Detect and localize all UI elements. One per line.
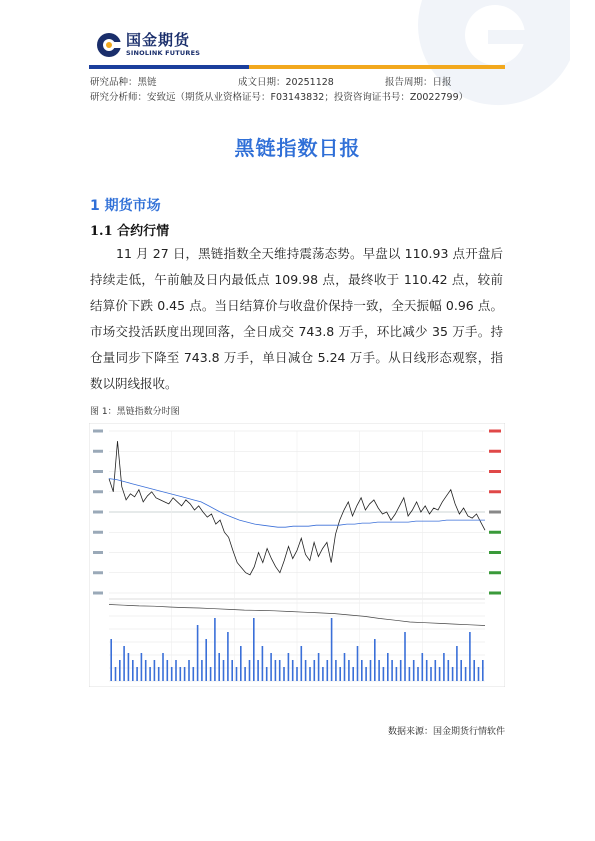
volume-bar <box>357 646 359 681</box>
volume-bar <box>400 660 402 681</box>
volume-bar <box>422 653 424 681</box>
axis-tick-left <box>93 511 103 514</box>
volume-bar <box>141 653 143 681</box>
meta-date: 成文日期：20251128 <box>238 77 334 88</box>
volume-bar <box>309 667 311 681</box>
volume-bar <box>244 667 246 681</box>
volume-bar <box>339 667 341 681</box>
volume-bar <box>132 660 134 681</box>
volume-bar <box>409 667 411 681</box>
axis-tick-right <box>489 592 501 595</box>
volume-bar <box>123 646 125 681</box>
volume-bar <box>314 660 316 681</box>
report-title: 黑链指数日报 <box>234 136 361 160</box>
volume-bar <box>348 660 350 681</box>
volume-bar <box>301 646 303 681</box>
volume-bar <box>149 667 151 681</box>
axis-tick-left <box>93 470 103 473</box>
volume-bar <box>443 653 445 681</box>
volume-bar <box>201 660 203 681</box>
meta-period: 报告周期：日报 <box>385 77 452 88</box>
volume-bar <box>128 653 130 681</box>
volume-bar <box>184 667 186 681</box>
volume-bar <box>374 639 376 681</box>
volume-bar <box>227 632 229 681</box>
volume-bar <box>344 653 346 681</box>
volume-bar <box>223 660 225 681</box>
volume-bar <box>473 660 475 681</box>
volume-bar <box>322 667 324 681</box>
meta-variety: 研究品种：黑链 <box>90 77 157 88</box>
volume-bar <box>430 667 432 681</box>
volume-bar <box>240 646 242 681</box>
volume-bar <box>404 632 406 681</box>
axis-tick-left <box>93 450 103 453</box>
brand-name-cn: 国金期货 <box>126 31 191 50</box>
volume-bar <box>218 653 220 681</box>
brand-logo <box>96 31 200 59</box>
volume-bar <box>417 667 419 681</box>
volume-bar <box>391 660 393 681</box>
figure-caption: 图 1：黑链指数分时图 <box>90 407 180 417</box>
volume-bar <box>478 667 480 681</box>
axis-tick-left <box>93 551 103 554</box>
body-text <box>90 241 503 397</box>
volume-bar <box>115 667 117 681</box>
volume-bar <box>482 660 484 681</box>
volume-bar <box>188 660 190 681</box>
axis-tick-right <box>489 531 501 534</box>
volume-bar <box>331 618 333 681</box>
volume-bar <box>370 660 372 681</box>
volume-bar <box>387 653 389 681</box>
volume-bar <box>365 667 367 681</box>
volume-bar <box>145 660 147 681</box>
subsection-heading: 1.1 合约行情 <box>90 224 170 239</box>
volume-bar <box>110 639 112 681</box>
volume-bar <box>180 667 182 681</box>
volume-bar <box>469 632 471 681</box>
axis-tick-right <box>489 430 501 433</box>
brand-name-en: SINOLINK FUTURES <box>126 49 201 58</box>
axis-tick-right <box>489 551 501 554</box>
header-rule <box>89 65 505 69</box>
volume-bar <box>383 667 385 681</box>
volume-bar <box>465 667 467 681</box>
volume-bar <box>249 660 251 681</box>
volume-bar <box>448 660 450 681</box>
volume-bar <box>305 660 307 681</box>
axis-tick-right <box>489 571 501 574</box>
axis-tick-right <box>489 511 501 514</box>
volume-bar <box>335 660 337 681</box>
volume-bar <box>231 660 233 681</box>
volume-bar <box>456 646 458 681</box>
volume-bar <box>292 660 294 681</box>
volume-bar <box>193 667 195 681</box>
volume-bar <box>171 667 173 681</box>
volume-bar <box>162 653 164 681</box>
volume-bar <box>270 653 272 681</box>
meta-analyst: 研究分析师：安致远（期货从业资格证号：F03143832；投资咨询证书号：Z0022799） <box>90 92 469 103</box>
volume-bar <box>296 667 298 681</box>
volume-bar <box>283 667 285 681</box>
axis-tick-right <box>489 490 501 493</box>
volume-bar <box>288 653 290 681</box>
volume-bar <box>266 667 268 681</box>
volume-bar <box>378 660 380 681</box>
volume-bar <box>435 660 437 681</box>
intraday-chart <box>89 423 505 687</box>
volume-bar <box>197 625 199 681</box>
volume-bar <box>439 667 441 681</box>
volume-bar <box>119 660 121 681</box>
volume-bar <box>275 660 277 681</box>
volume-bar <box>361 660 363 681</box>
volume-bar <box>396 667 398 681</box>
volume-bar <box>327 660 329 681</box>
volume-bar <box>253 618 255 681</box>
volume-bar <box>452 667 454 681</box>
volume-bar <box>352 667 354 681</box>
volume-bar <box>175 660 177 681</box>
data-source: 数据来源：国金期货行情软件 <box>387 727 505 737</box>
axis-tick-left <box>93 490 103 493</box>
axis-tick-left <box>93 430 103 433</box>
axis-tick-right <box>489 470 501 473</box>
volume-bar <box>158 667 160 681</box>
paragraph: 11 月 27 日，黑链指数全天维持震荡态势。早盘以 110.93 点开盘后持续走低，午前触及日内最低点 109.98 点，最终收于 110.42 点，较前结算价下跌 0.45 点。当日结算价与收盘价保持一致，全天振幅 0.96 点。市场交投活跃度出现回落，全日成交 743.8 万手，环比减少 35 万手。持仓量同步下降至 743.8 万手，单日减仓 5.24 万手。从日线形态观察，指数以阴线报收。 <box>90 246 503 391</box>
axis-tick-left <box>93 531 103 534</box>
axis-tick-left <box>93 592 103 595</box>
brand-logo-icon <box>96 32 122 58</box>
volume-bar <box>136 667 138 681</box>
volume-bar <box>210 667 212 681</box>
volume-bar <box>262 646 264 681</box>
volume-bar <box>318 653 320 681</box>
volume-bar <box>279 660 281 681</box>
volume-bar <box>236 667 238 681</box>
volume-bar <box>257 660 259 681</box>
volume-bar <box>460 660 462 681</box>
volume-bar <box>214 618 216 681</box>
axis-tick-right <box>489 450 501 453</box>
axis-tick-left <box>93 571 103 574</box>
volume-bar <box>205 639 207 681</box>
volume-bar <box>426 660 428 681</box>
volume-bar <box>154 660 156 681</box>
volume-bar <box>167 660 169 681</box>
volume-bar <box>413 660 415 681</box>
section-heading: 1 期货市场 <box>90 198 161 214</box>
